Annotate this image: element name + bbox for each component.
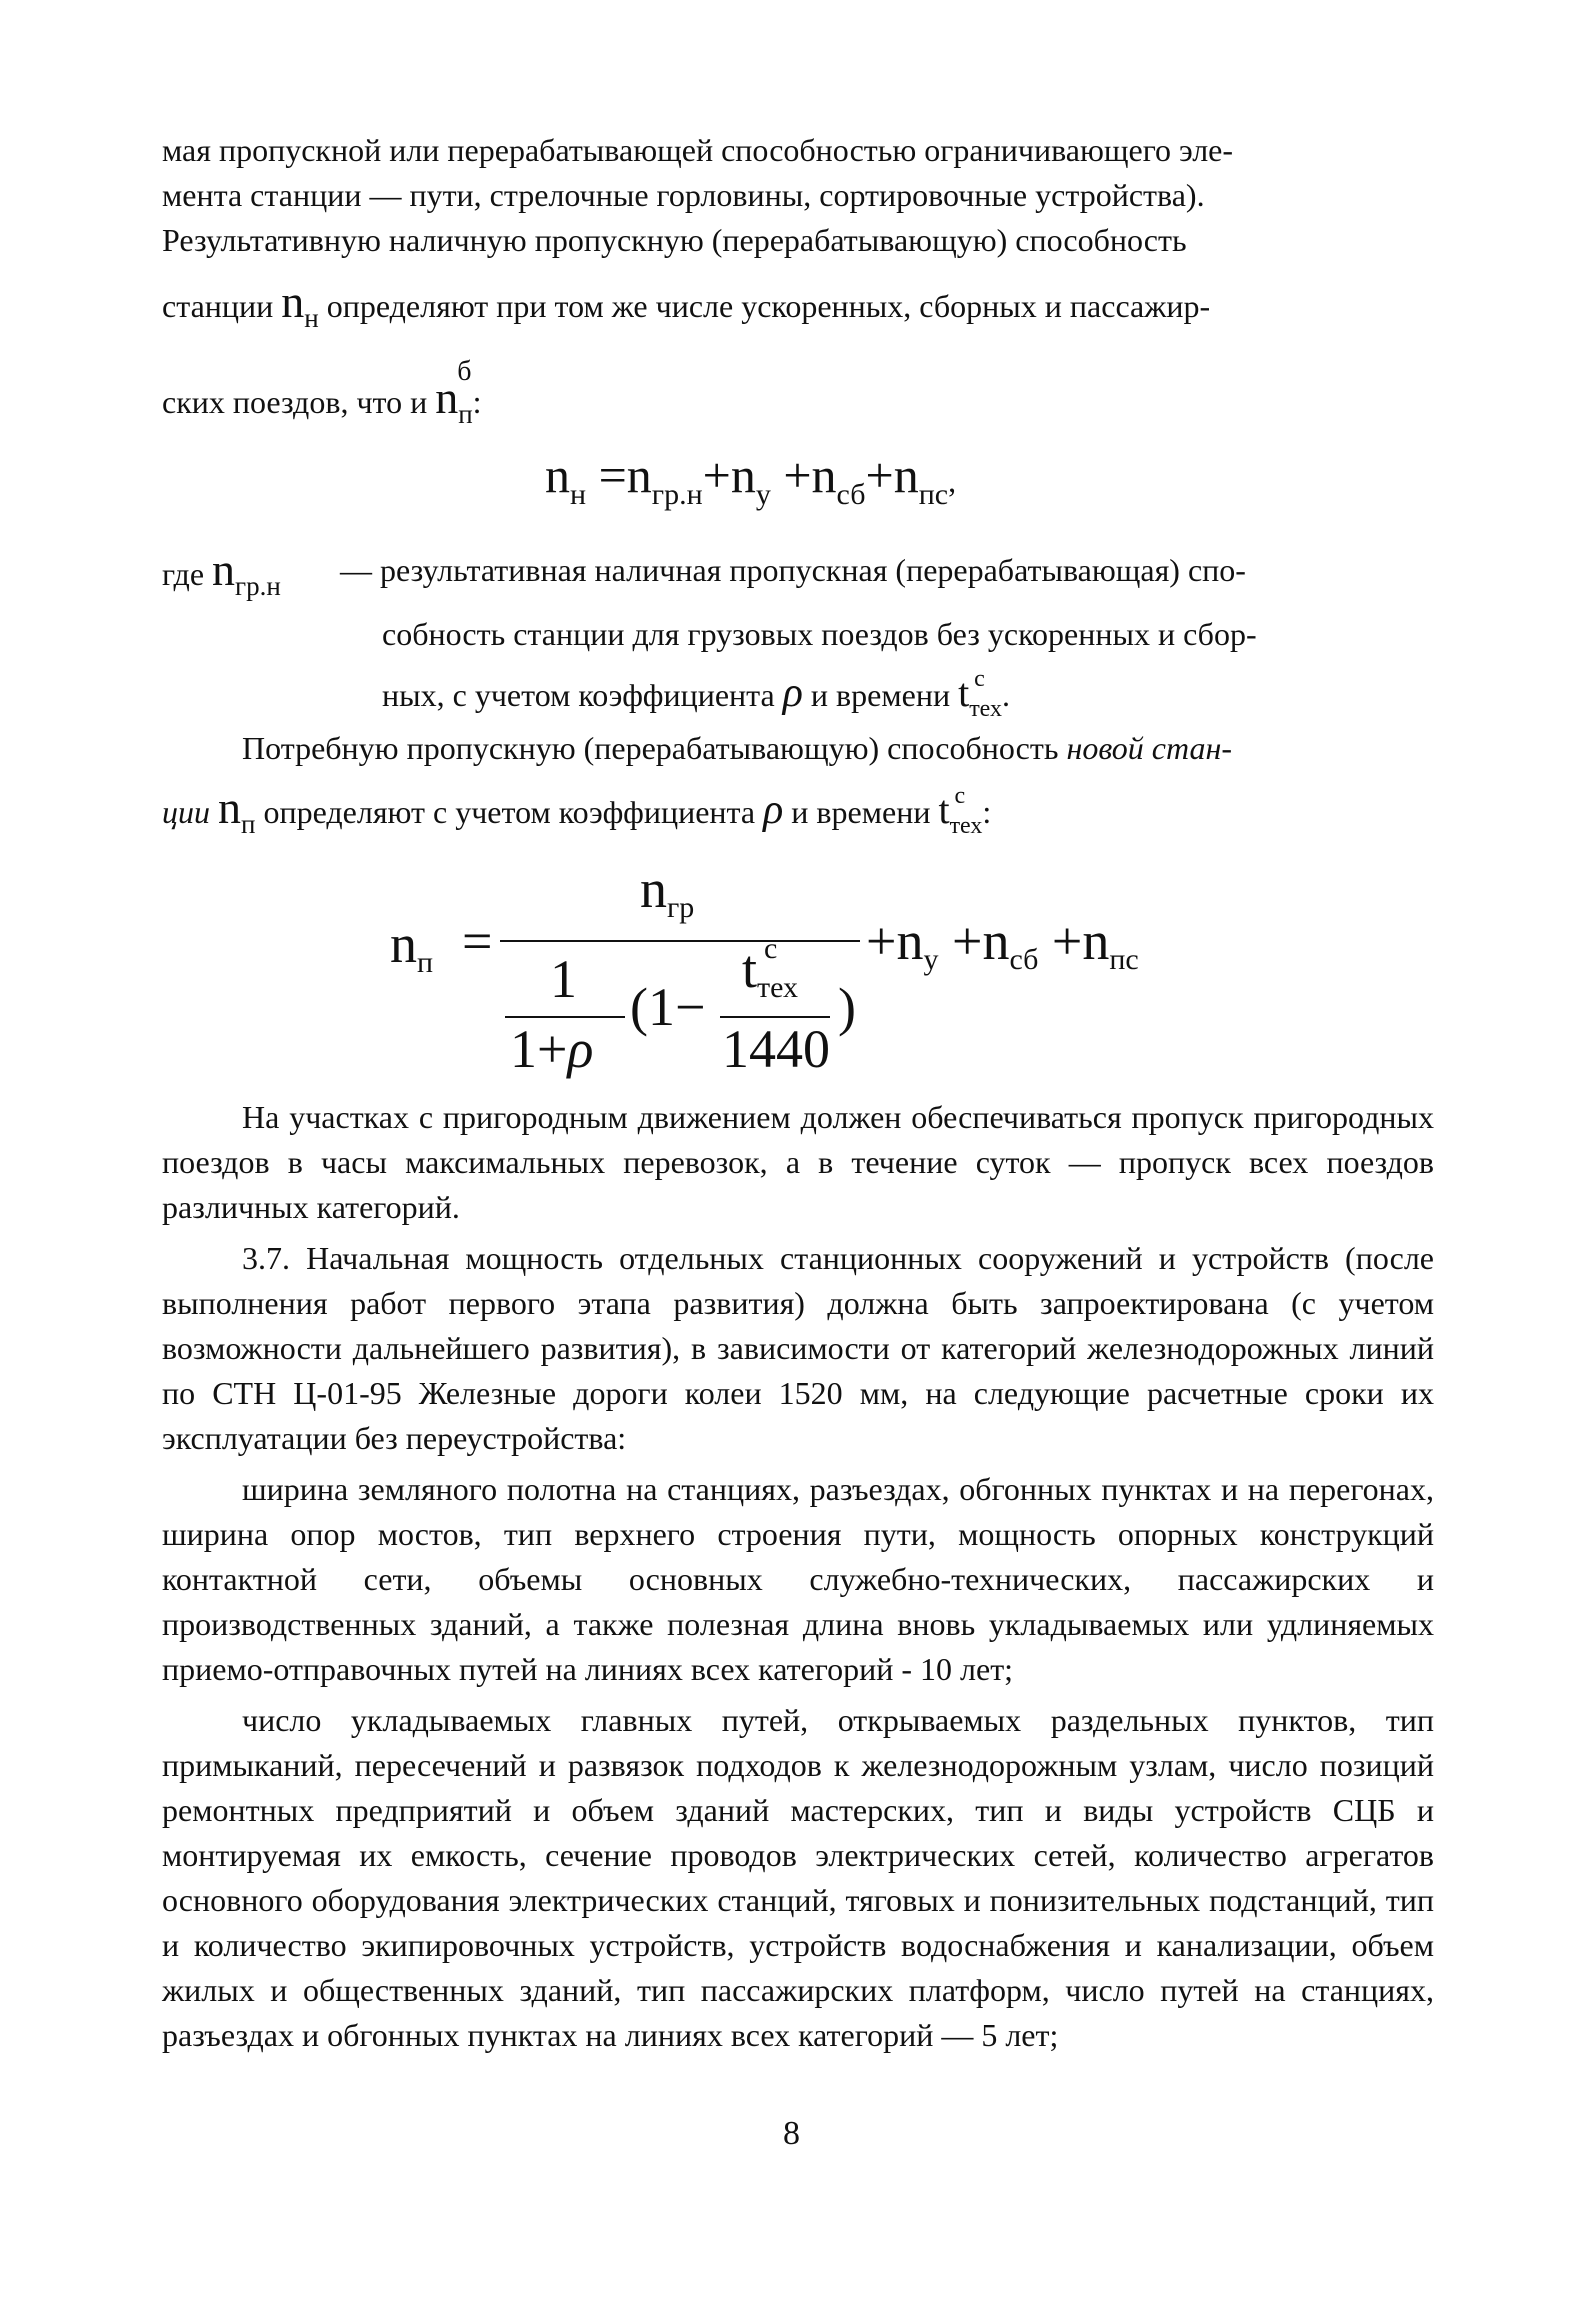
- symbol-n-p-b: n б $_п$: [435, 356, 473, 429]
- formula-n-p: $n_п$ = $n_{гр}$ 1 1+ρ (1− t с $_{тех}$ 1440 ) $+n_у +n_{сб} +n_{пс}$: [390, 859, 1139, 1079]
- required-block: Потребную пропускную (перерабатывающую) способность новой стан- ции $n_п$ определяют с учетом коэффициента ρ и времени t с $_{тех}$:: [162, 730, 1233, 839]
- symbol-n-p: $n_п$: [218, 782, 256, 839]
- where-lead: где $n_{гр.н}$: [162, 544, 281, 601]
- para-suburban: На участках с пригородным движением должен обеспечиваться пропуск пригородных поездов в часы максимальных перевозок, а в течение суток — пропуск всех поездов различных категорий.: [162, 1099, 1434, 1225]
- main-fraction-bar: [500, 940, 860, 942]
- intro-line-2: мента станции — пути, стрелочные горловины, сортировочные устройства).: [162, 177, 1205, 213]
- intro-line-4: станции $n_н$ определяют при том же числе ускоренных, сборных и пассажир-: [162, 276, 1211, 333]
- symbol-n-gr-n: $n_{гр.н}$: [212, 544, 281, 601]
- para-5-years: число укладываемых главных путей, открываемых раздельных пунктов, тип примыканий, пересечений и развязок подходов к железнодорожным узлам, число позиций ремонтных предприятий и объем зданий мастерских, тип и виды устройств СЦБ и монтируемая их емкость, сечение проводов электрических сетей, количество агрегатов основного оборудования электрических станций, тяговых и понизительных подстанций, тип и количество экипировочных устройств, устройств водоснабжения и канализации, объем жилых и общественных зданий, тип пассажирских платформ, число путей на станциях, разъездах и обгонных пунктах на линиях всех категорий — 5 лет;: [162, 1702, 1434, 2053]
- intro-block: [162, 128, 1434, 453]
- para-10-years: ширина земляного полотна на станциях, разъездах, обгонных пунктах и на перегонах, ширина опор мостов, тип верхнего строения пути, мощность опорных конструкций контактной сети, объемы основных служебно-технических, пассажирских и производственных зданий, а также полезная длина вновь укладываемых или удлиняемых приемо-отправочных путей на линиях всех категорий - 10 лет;: [162, 1471, 1434, 1687]
- page-number: 8: [783, 2115, 800, 2152]
- where-body: — результативная наличная пропускная (перерабатывающая) спо- собность станции для грузовых поездов без ускоренных и сбор- ных, с учетом коэффициента ρ и времени t с $_{тех}$.: [340, 552, 1257, 722]
- body-text: [162, 1095, 1434, 2058]
- intro-line-1: мая пропускной или перерабатывающей способностью ограничивающего эле-: [162, 132, 1234, 168]
- intro-line-5: ских поездов, что и n б $_п$:: [162, 359, 1434, 453]
- formula-n-h: $n_н =n_{гр.н}+n_у +n_{сб}+n_{пс}$,: [545, 447, 957, 511]
- symbol-n-h: $n_н$: [281, 276, 319, 333]
- para-3-7: 3.7. Начальная мощность отдельных станционных сооружений и устройств (после выполнения работ первого этапа развития) должна быть запроектирована (с учетом возможности дальнейшего развития), в зависимости от категорий железнодорожных линий по СТН Ц-01-95 Железные дороги колеи 1520 мм, на следующие расчетные сроки их эксплуатации без переустройства:: [162, 1240, 1434, 1456]
- intro-line-3: Результативную наличную пропускную (перерабатывающую) способность: [162, 222, 1187, 258]
